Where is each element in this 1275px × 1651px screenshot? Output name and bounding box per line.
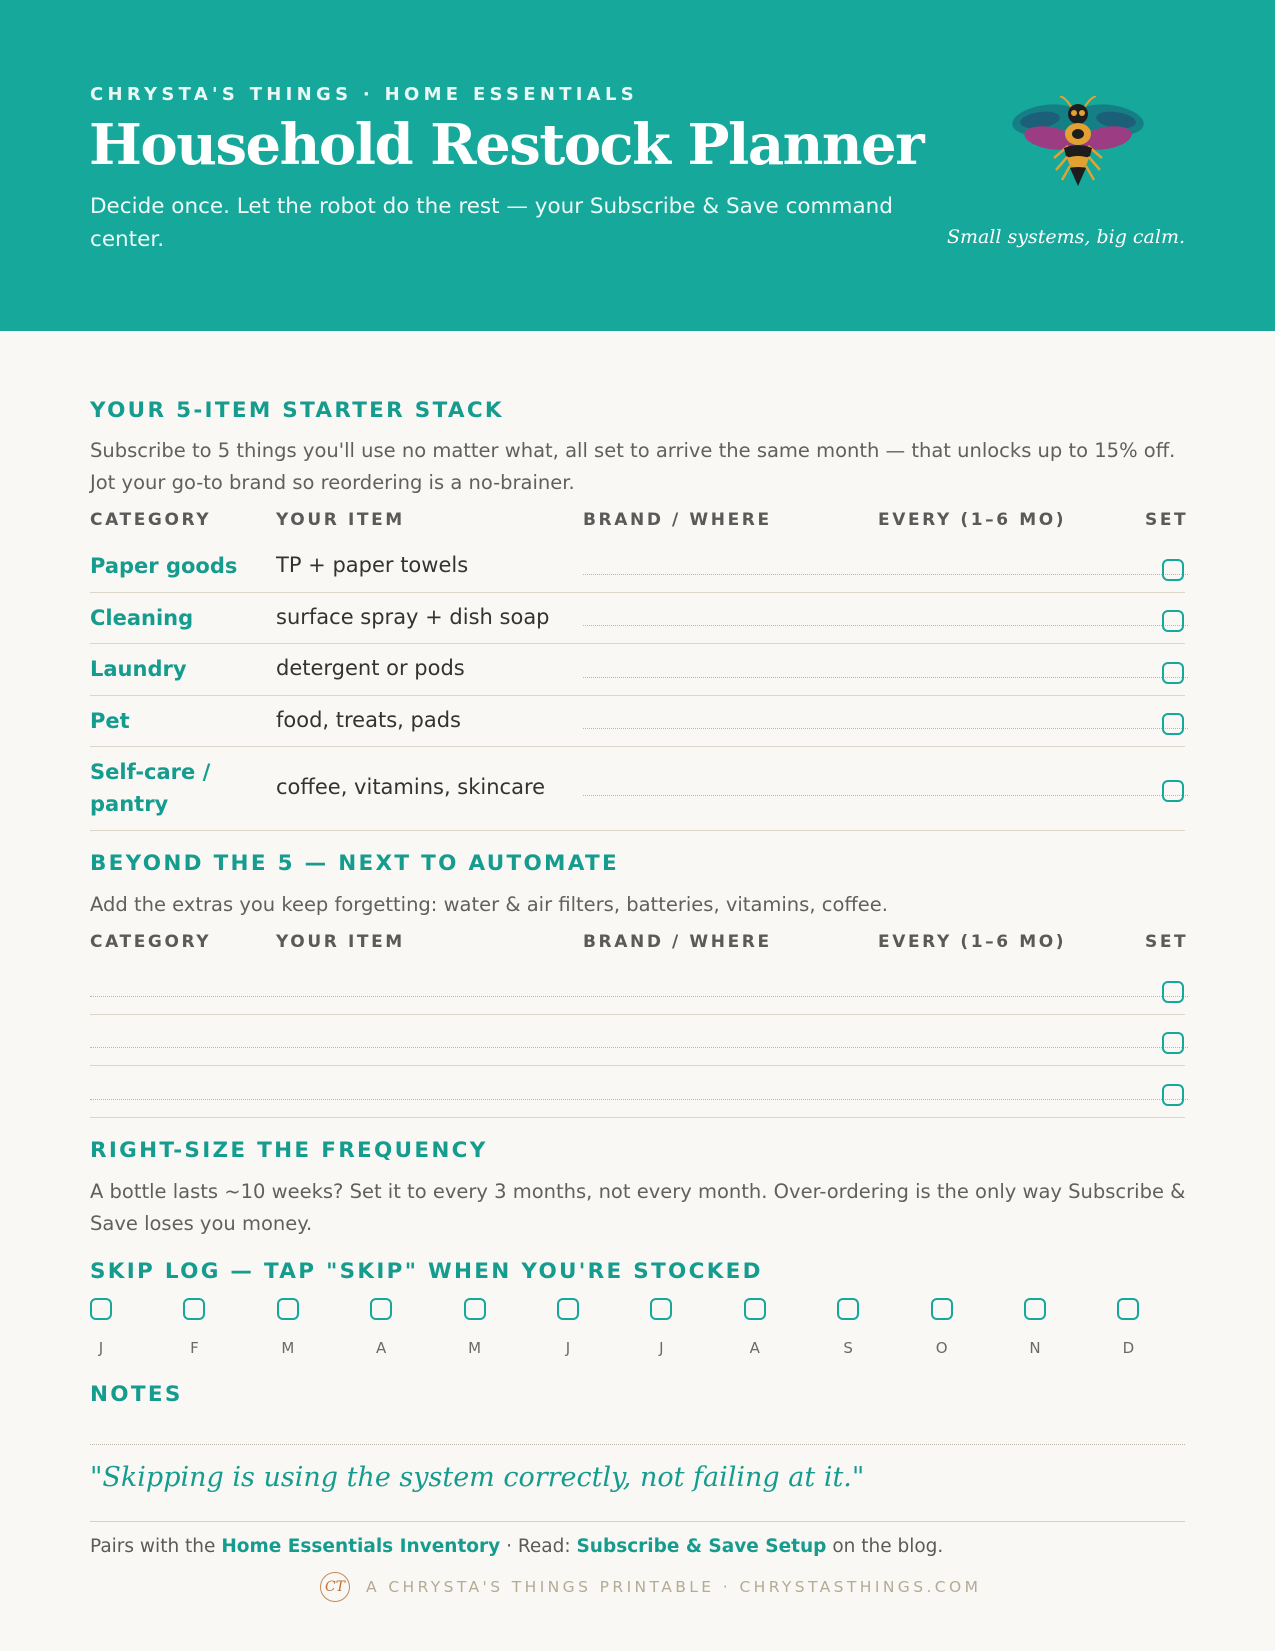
bee-icon [1010, 96, 1146, 192]
skip-log-title: SKIP LOG — TAP "SKIP" WHEN YOU'RE STOCKED [90, 1259, 763, 1284]
blank-entry-line[interactable] [90, 1047, 1188, 1048]
skip-month-checkbox[interactable] [931, 1298, 953, 1320]
ct-logo-icon: CT [320, 1572, 350, 1602]
closing-quote: "Skipping is using the system correctly, not failing at it." [90, 1462, 865, 1493]
set-checkbox[interactable] [1162, 610, 1184, 632]
column-header-item: YOUR ITEM [276, 510, 405, 530]
skip-month-checkbox[interactable] [1024, 1298, 1046, 1320]
skip-month-label: N [1029, 1339, 1041, 1357]
row-category: Paper goods [90, 554, 238, 578]
frequency-section-title: RIGHT-SIZE THE FREQUENCY [90, 1138, 488, 1163]
set-checkbox[interactable] [1162, 559, 1184, 581]
brand-frequency-line[interactable] [583, 677, 1188, 678]
skip-month-checkbox[interactable] [837, 1298, 859, 1320]
skip-month-label: D [1122, 1339, 1135, 1357]
row-item: surface spray + dish soap [276, 605, 550, 629]
row-item: food, treats, pads [276, 708, 461, 732]
row-category: Pet [90, 709, 130, 733]
blank-row [90, 1066, 1185, 1118]
blank-row [90, 1015, 1185, 1066]
brand-frequency-line[interactable] [583, 625, 1188, 626]
table-row [90, 747, 1185, 831]
pairs-prefix: Pairs with the [90, 1536, 216, 1557]
skip-month-label: M [281, 1339, 295, 1357]
set-checkbox[interactable] [1162, 662, 1184, 684]
set-checkbox[interactable] [1162, 713, 1184, 735]
table-row [90, 541, 1185, 593]
column-header-set: SET [1145, 932, 1189, 952]
read-label: · Read: [506, 1536, 571, 1557]
column-header-brand: BRAND / WHERE [583, 510, 772, 530]
brand-frequency-line[interactable] [583, 574, 1188, 575]
skip-month-checkbox[interactable] [744, 1298, 766, 1320]
row-category: Self-care / pantry [90, 760, 211, 816]
skip-month-label: J [98, 1339, 104, 1357]
skip-month-checkbox[interactable] [464, 1298, 486, 1320]
blank-entry-line[interactable] [90, 996, 1188, 997]
blank-entry-line[interactable] [90, 1099, 1188, 1100]
column-header-category: CATEGORY [90, 510, 212, 530]
starter-section-title: YOUR 5-ITEM STARTER STACK [90, 398, 504, 423]
skip-month-label: A [749, 1339, 760, 1357]
column-header-category: CATEGORY [90, 932, 212, 952]
column-header-brand: BRAND / WHERE [583, 932, 772, 952]
brand-frequency-line[interactable] [583, 795, 1188, 796]
set-checkbox[interactable] [1162, 1032, 1184, 1054]
column-header-set: SET [1145, 510, 1189, 530]
skip-month-label: O [935, 1339, 948, 1357]
skip-month-label: S [843, 1339, 853, 1357]
table-row [90, 593, 1185, 644]
set-checkbox[interactable] [1162, 1084, 1184, 1106]
notes-line[interactable] [90, 1444, 1185, 1445]
setup-link[interactable]: Subscribe & Save Setup [576, 1536, 827, 1557]
footer-divider [90, 1521, 1185, 1522]
table-row [90, 644, 1185, 696]
footer-suffix: on the blog. [832, 1536, 944, 1557]
skip-month-checkbox[interactable] [277, 1298, 299, 1320]
skip-month-checkbox[interactable] [650, 1298, 672, 1320]
notes-title: NOTES [90, 1382, 183, 1407]
skip-month-checkbox[interactable] [1117, 1298, 1139, 1320]
column-header-frequency: EVERY (1–6 MO) [878, 510, 1067, 530]
skip-month-label: A [376, 1339, 387, 1357]
brand-line: A CHRYSTA'S THINGS PRINTABLE · CHRYSTASTHINGS.COM [366, 1578, 982, 1596]
frequency-description: A bottle lasts ~10 weeks? Set it to every 3 months, not every month. Over-ordering is the only way Subscribe & Save loses you money. [90, 1180, 1186, 1235]
skip-month-label: F [190, 1339, 199, 1357]
skip-month-checkbox[interactable] [557, 1298, 579, 1320]
skip-month-checkbox[interactable] [370, 1298, 392, 1320]
beyond-description: Add the extras you keep forgetting: water & air filters, batteries, vitamins, coffee. [90, 893, 888, 916]
row-item: coffee, vitamins, skincare [276, 775, 546, 799]
skip-month-label: J [659, 1339, 664, 1357]
brand-frequency-line[interactable] [583, 728, 1188, 729]
page-subtitle: Decide once. Let the robot do the rest — your Subscribe & Save command center. [90, 194, 893, 252]
tagline: Small systems, big calm. [946, 226, 1185, 248]
blank-row [90, 963, 1185, 1015]
row-item: detergent or pods [276, 656, 465, 680]
row-item: TP + paper towels [276, 553, 469, 577]
skip-month-label: J [565, 1339, 571, 1357]
column-header-item: YOUR ITEM [276, 932, 405, 952]
set-checkbox[interactable] [1162, 780, 1184, 802]
row-category: Laundry [90, 657, 187, 681]
beyond-section-title: BEYOND THE 5 — NEXT TO AUTOMATE [90, 851, 619, 876]
column-header-frequency: EVERY (1–6 MO) [878, 932, 1067, 952]
footer-links [90, 1536, 943, 1557]
header-banner [0, 0, 1275, 331]
page-title: Household Restock Planner [89, 112, 924, 178]
skip-month-label: M [468, 1339, 482, 1357]
set-checkbox[interactable] [1162, 981, 1184, 1003]
starter-description: Subscribe to 5 things you'll use no matter what, all set to arrive the same month — that unlocks up to 15% off. Jot your go-to brand so reordering is a no-brainer. [90, 439, 1176, 494]
brand-footer [320, 1571, 981, 1603]
inventory-link[interactable]: Home Essentials Inventory [221, 1536, 501, 1557]
row-category: Cleaning [90, 606, 194, 630]
skip-month-checkbox[interactable] [183, 1298, 205, 1320]
brand-eyebrow: CHRYSTA'S THINGS · HOME ESSENTIALS [90, 84, 639, 105]
skip-month-checkbox[interactable] [90, 1298, 112, 1320]
table-row [90, 696, 1185, 747]
